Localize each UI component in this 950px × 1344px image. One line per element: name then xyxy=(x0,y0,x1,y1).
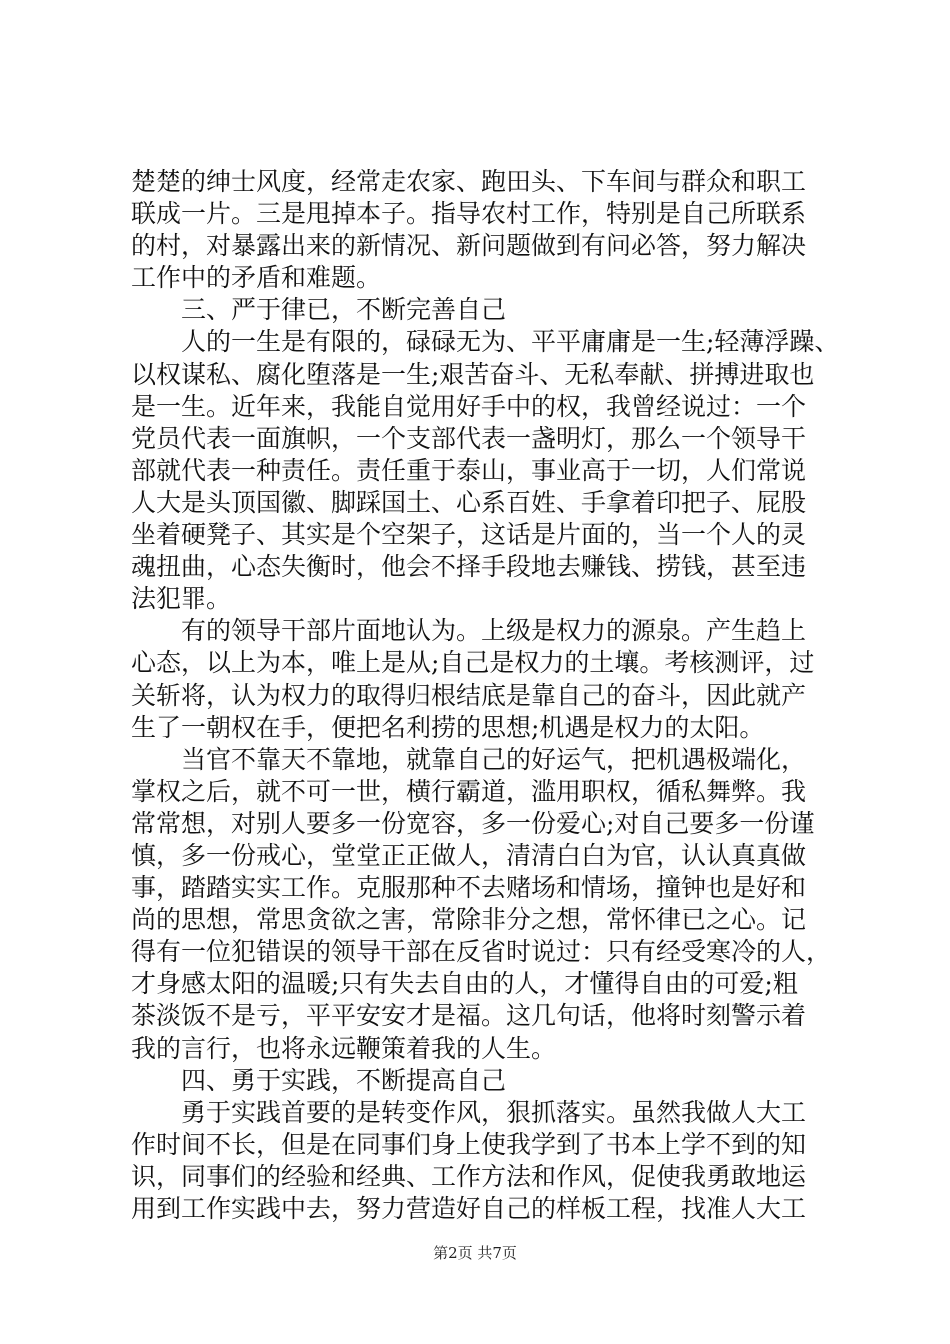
text-line: 识，同事们的经验和经典、工作方法和作风，促使我勇敢地运 xyxy=(131,1161,807,1191)
section-heading-3: 三、严于律已，不断完善自己 xyxy=(181,295,507,325)
paragraph-start: 勇于实践首要的是转变作风，狠抓落实。虽然我做人大工 xyxy=(181,1097,807,1127)
text-line: 魂扭曲，心态失衡时，他会不择手段地去赚钱、捞钱，甚至违 xyxy=(131,552,807,582)
text-line: 坐着硬凳子、其实是个空架子，这话是片面的，当一个人的灵 xyxy=(131,520,807,550)
text-line: 生了一朝权在手，便把名利捞的思想;机遇是权力的太阳。 xyxy=(131,712,765,742)
paragraph-start: 当官不靠天不靠地，就靠自己的好运气，把机遇极端化， xyxy=(181,744,807,774)
text-line: 才身感太阳的温暖;只有失去自由的人，才懂得自由的可爱;粗 xyxy=(131,969,798,999)
text-line: 法犯罪。 xyxy=(131,584,232,614)
text-line: 心态，以上为本，唯上是从;自己是权力的土壤。考核测评，过 xyxy=(131,648,815,678)
text-line: 楚楚的绅士风度，经常走农家、跑田头、下车间与群众和职工 xyxy=(131,167,807,196)
text-line: 尚的思想，常思贪欲之害，常除非分之想，常怀律已之心。记 xyxy=(131,905,807,935)
text-line: 我的言行，也将永远鞭策着我的人生。 xyxy=(131,1033,557,1063)
text-line: 是一生。近年来，我能自觉用好手中的权，我曾经说过：一个 xyxy=(131,391,807,421)
text-line: 事，踏踏实实工作。克服那种不去赌场和情场，撞钟也是好和 xyxy=(131,873,807,903)
text-line: 人大是头顶国徽、脚踩国土、心系百姓、手拿着印把子、屁股 xyxy=(131,487,807,517)
text-line: 得有一位犯错误的领导干部在反省时说过：只有经受寒冷的人， xyxy=(131,937,832,967)
text-line: 关斩将，认为权力的取得归根结底是靠自己的奋斗，因此就产 xyxy=(131,680,807,710)
text-line: 党员代表一面旗帜，一个支部代表一盏明灯，那么一个领导干 xyxy=(131,423,807,453)
text-line: 慎，多一份戒心，堂堂正正做人，清清白白为官，认认真真做 xyxy=(131,840,807,870)
text-line: 茶淡饭不是亏，平平安安才是福。这几句话，他将时刻警示着 xyxy=(131,1001,807,1031)
paragraph-start: 有的领导干部片面地认为。上级是权力的源泉。产生趋上 xyxy=(181,616,807,646)
section-heading-4: 四、勇于实践，不断提高自己 xyxy=(181,1065,507,1095)
text-line: 部就代表一种责任。责任重于泰山，事业高于一切，人们常说 xyxy=(131,455,807,485)
paragraph-start: 人的一生是有限的，碌碌无为、平平庸庸是一生;轻薄浮躁、 xyxy=(181,327,840,357)
text-line: 的村，对暴露出来的新情况、新问题做到有问必答，努力解决 xyxy=(131,231,807,261)
page-number: 第2页 共7页 xyxy=(433,1244,517,1262)
document-body xyxy=(131,166,840,1225)
text-line: 作时间不长，但是在同事们身上使我学到了书本上学不到的知 xyxy=(131,1129,807,1159)
text-line: 以权谋私、腐化堕落是一生;艰苦奋斗、无私奉献、拼搏进取也 xyxy=(131,359,815,389)
text-line: 联成一片。三是甩掉本子。指导农村工作，特别是自己所联系 xyxy=(131,199,807,229)
text-line: 工作中的矛盾和难题。 xyxy=(131,263,382,293)
text-line: 常常想，对别人要多一份宽容，多一份爱心;对自己要多一份谨 xyxy=(131,808,815,838)
text-line: 用到工作实践中去，努力营造好自己的样板工程，找准人大工 xyxy=(131,1194,807,1223)
text-line: 掌权之后，就不可一世，横行霸道，滥用职权，循私舞弊。我 xyxy=(131,776,807,806)
